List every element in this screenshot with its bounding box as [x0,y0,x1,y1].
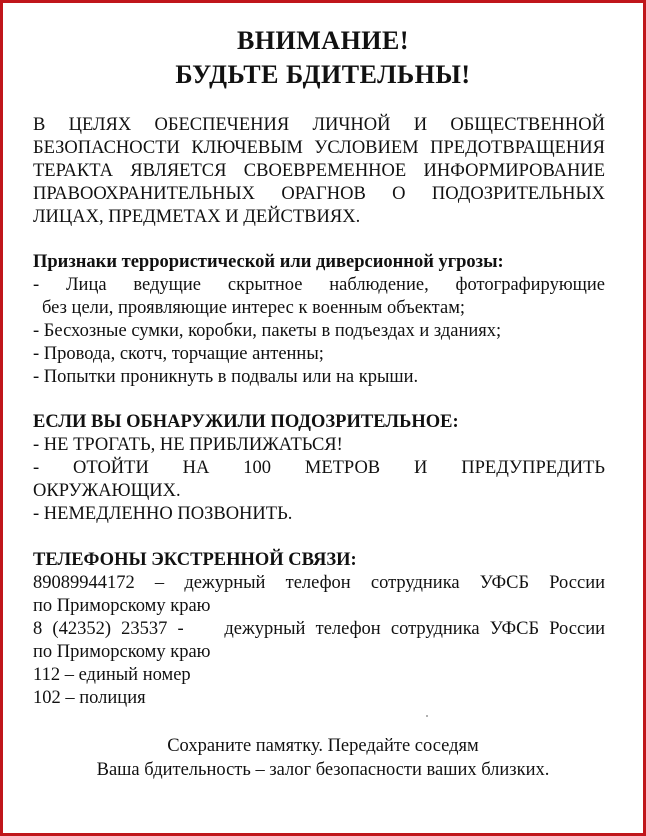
signs-item: - Бесхозные сумки, коробки, пакеты в подъездах и зданиях; [33,321,502,341]
suspicious-item: - НЕ ТРОГАТЬ, НЕ ПРИБЛИЖАТЬСЯ! [33,435,343,455]
intro-line: БЕЗОПАСНОСТИ КЛЮЧЕВЫМ УСЛОВИЕМ ПРЕДОТВРАЩЕНИЯ [33,138,605,158]
intro-line: ПРАВООХРАНИТЕЛЬНЫХ ОРАГНОВ О ПОДОЗРИТЕЛЬНЫХ [33,184,605,204]
phone-line: 8 (42352) 23537 - дежурный телефон сотрудника УФСБ России [33,619,605,639]
scan-speck [426,715,428,717]
signs-item: без цели, проявляющие интерес к военным объектам; [42,298,466,318]
footer-line1: Сохраните памятку. Передайте соседям [167,736,479,756]
poster-title-line2: БУДЬТЕ БДИТЕЛЬНЫ! [175,60,471,89]
phone-line: 89089944172 – дежурный телефон сотрудника УФСБ России [33,573,605,593]
signs-item: - Попытки проникнуть в подвалы или на крыши. [33,367,419,387]
intro-line: ТЕРАКТА ЯВЛЯЕТСЯ СВОЕВРЕМЕННОЕ ИНФОРМИРОВАНИЕ [33,161,605,181]
signs-heading: Признаки террористической или диверсионной угрозы: [33,252,504,272]
signs-item: - Лица ведущие скрытное наблюдение, фотографирующие [33,275,605,295]
phone-line: 112 – единый номер [33,665,191,685]
suspicious-item: - ОТОЙТИ НА 100 МЕТРОВ И ПРЕДУПРЕДИТЬ [33,458,605,478]
suspicious-item: - НЕМЕДЛЕННО ПОЗВОНИТЬ. [33,504,293,524]
intro-line: ЛИЦАХ, ПРЕДМЕТАХ И ДЕЙСТВИЯХ. [33,207,361,227]
phone-line: по Приморскому краю [33,596,211,616]
suspicious-item: ОКРУЖАЮЩИХ. [33,481,181,501]
footer-line2: Ваша бдительность – залог безопасности ваших близких. [96,760,550,780]
poster-title-line1: ВНИМАНИЕ! [236,26,410,55]
suspicious-heading: ЕСЛИ ВЫ ОБНАРУЖИЛИ ПОДОЗРИТЕЛЬНОЕ: [33,412,459,432]
phone-line: по Приморскому краю [33,642,211,662]
phone-line: 102 – полиция [33,688,146,708]
intro-line: В ЦЕЛЯХ ОБЕСПЕЧЕНИЯ ЛИЧНОЙ И ОБЩЕСТВЕННОЙ [33,115,605,135]
signs-item: - Провода, скотч, торчащие антенны; [33,344,324,364]
phones-heading: ТЕЛЕФОНЫ ЭКСТРЕННОЙ СВЯЗИ: [33,550,357,570]
